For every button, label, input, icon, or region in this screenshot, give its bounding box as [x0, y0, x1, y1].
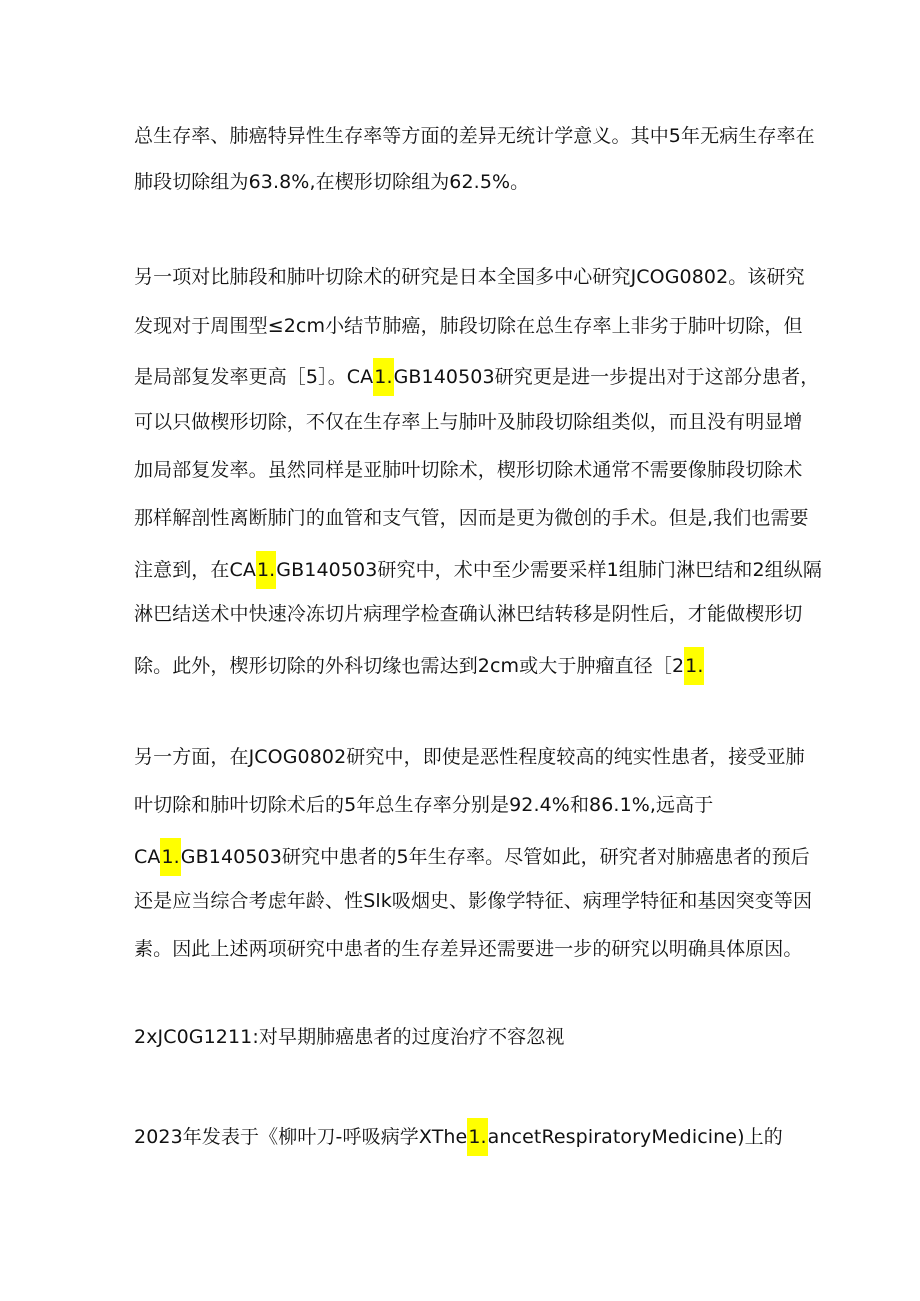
paragraph-2-line-9: 除。此外，楔形切除的外科切缘也需达到2cm或大于肿瘤直径［21. [134, 647, 704, 685]
paragraph-3-line-3: CA1.GB140503研究中患者的5年生存率。尽管如此，研究者对肺癌患者的预后 [134, 838, 810, 876]
highlight-mark: 1. [684, 647, 704, 685]
paragraph-3-line-2: 叶切除和肺叶切除术后的5年总生存率分别是92.4%和86.1%,远高于 [134, 794, 714, 816]
paragraph-3-line-5: 素。因此上述两项研究中患者的生存差异还需要进一步的研究以明确具体原因。 [134, 938, 803, 960]
highlight-mark: 1. [256, 551, 276, 589]
highlight-mark: 1. [160, 838, 180, 876]
paragraph-1-line-2: 肺段切除组为63.8%,在楔形切除组为62.5%。 [134, 171, 530, 193]
paragraph-2-line-7: 注意到，在CA1.GB140503研究中，术中至少需要采样1组肺门淋巴结和2组纵隔 [134, 551, 822, 589]
paragraph-2-line-8: 淋巴结送术中快速冷冻切片病理学检查确认淋巴结转移是阴性后，才能做楔形切 [134, 603, 803, 625]
highlight-mark: 1. [373, 358, 393, 396]
paragraph-3-line-4: 还是应当综合考虑年龄、性Slk吸烟史、影像学特征、病理学特征和基因突变等因 [134, 890, 813, 912]
section-heading: 2xJC0G1211:对早期肺癌患者的过度治疗不容忽视 [134, 1026, 565, 1048]
paragraph-2-line-2: 发现对于周围型≤2cm小结节肺癌，肺段切除在总生存率上非劣于肺叶切除，但 [134, 315, 803, 337]
paragraph-1-line-1: 总生存率、肺癌特异性生存率等方面的差异无统计学意义。其中5年无病生存率在 [134, 125, 815, 147]
paragraph-2-line-3: 是局部复发率更高［5］。CA1.GB140503研究更是进一步提出对于这部分患者， [134, 358, 819, 396]
paragraph-2-line-5: 加局部复发率。虽然同样是亚肺叶切除术，楔形切除术通常不需要像肺段切除术 [134, 459, 803, 481]
paragraph-2-line-6: 那样解剖性离断肺门的血管和支气管，因而是更为微创的手术。但是,我们也需要 [134, 507, 809, 529]
highlight-mark: 1. [467, 1118, 487, 1156]
final-line: 2023年发表于《柳叶刀-呼吸病学XThe1.ancetRespiratoryMedicine)上的 [134, 1118, 783, 1156]
paragraph-2-line-4: 可以只做楔形切除，不仅在生存率上与肺叶及肺段切除组类似，而且没有明显增 [134, 411, 803, 433]
paragraph-3-line-1: 另一方面，在JCOG0802研究中，即使是恶性程度较高的纯实性患者，接受亚肺 [134, 746, 805, 768]
paragraph-2-line-1: 另一项对比肺段和肺叶切除术的研究是日本全国多中心研究JCOG0802。该研究 [134, 266, 805, 288]
